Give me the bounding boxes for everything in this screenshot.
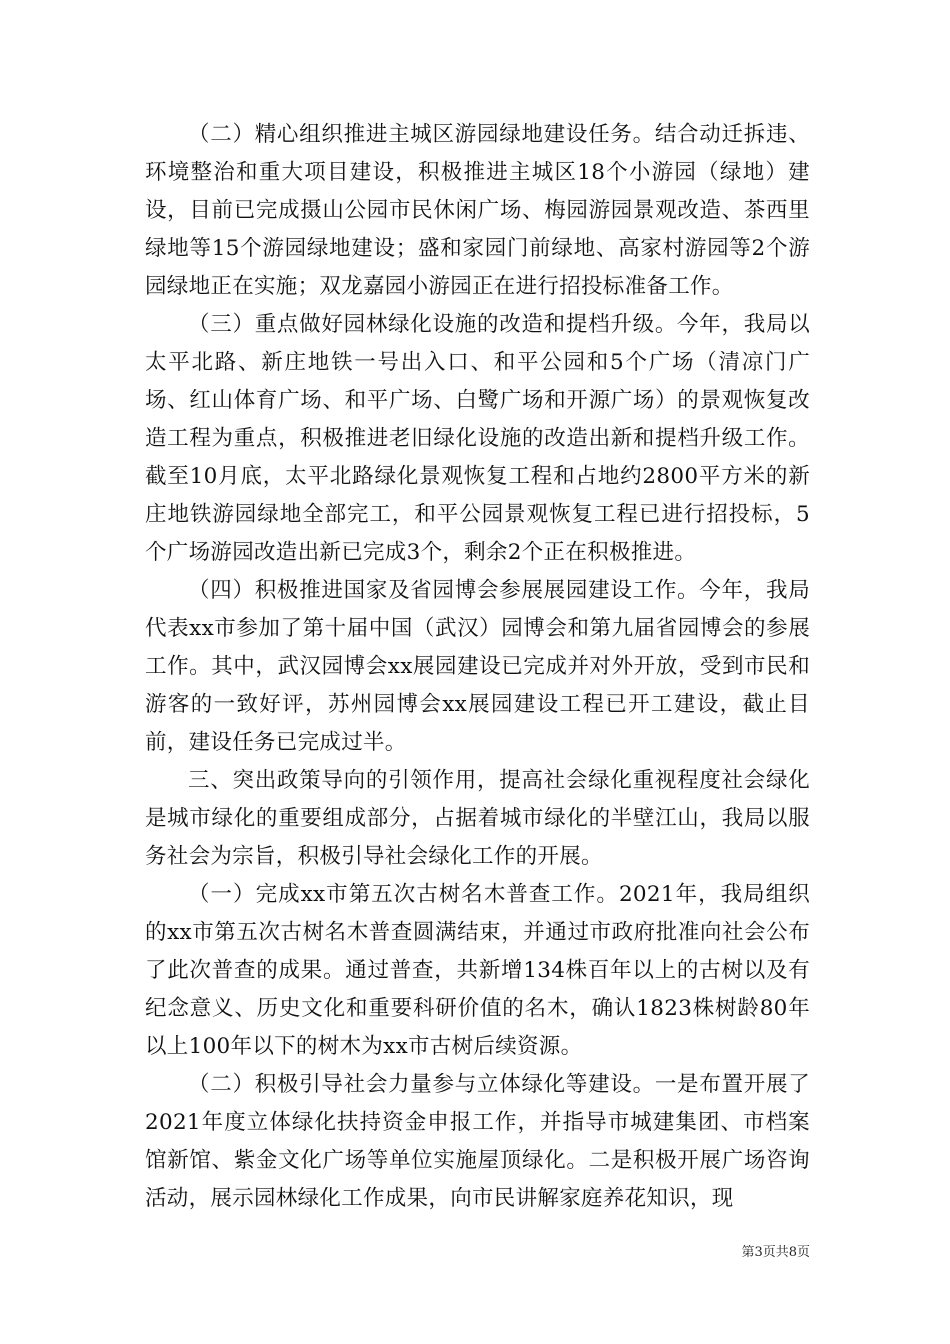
paragraph-ancient-tree-survey: （一）完成xx市第五次古树名木普查工作。2021年，我局组织的xx市第五次古树名木普查圆满结束，并通过市政府批准向社会公布了此次普查的成果。通过普查，共新增134株百年以上的古树以及有纪念意义、历史文化和重要科研价值的名木，确认1823株树龄80年以上100年以下的树木为xx市古树后续资源。 bbox=[145, 882, 810, 1059]
paragraph-garden-expo: （四）积极推进国家及省园博会参展展园建设工作。今年，我局代表xx市参加了第十届中国（武汉）园博会和第九届省园博会的参展工作。其中，武汉园博会xx展园建设已完成并对外开放，受到市民和游客的一致好评，苏州园博会xx展园建设工程已开工建设，截止目前，建设任务已完成过半。 bbox=[145, 578, 810, 755]
paragraph-park-green-space-construction: （二）精心组织推进主城区游园绿地建设任务。结合动迁拆违、环境整治和重大项目建设，积极推进主城区18个小游园（绿地）建设，目前已完成摄山公园市民休闲广场、梅园游园景观改造、茶西里绿地等15个游园绿地建设；盛和家园门前绿地、高家村游园等2个游园绿地正在实施；双龙嘉园小游园正在进行招投标准备工作。 bbox=[145, 122, 810, 299]
document-body bbox=[145, 116, 810, 1218]
page-number-footer: 第3页共8页 bbox=[741, 1245, 810, 1260]
paragraph-vertical-greening: （二）积极引导社会力量参与立体绿化等建设。一是布置开展了2021年度立体绿化扶持资金申报工作，并指导市城建集团、市档案馆新馆、紫金文化广场等单位实施屋顶绿化。二是积极开展广场咨询活动，展示园林绿化工作成果，向市民讲解家庭养花知识，现 bbox=[145, 1072, 810, 1211]
paragraph-facility-renovation: （三）重点做好园林绿化设施的改造和提档升级。今年，我局以太平北路、新庄地铁一号出入口、和平公园和5个广场（清凉门广场、红山体育广场、和平广场、白鹭广场和开源广场）的景观恢复改造工程为重点，积极推进老旧绿化设施的改造出新和提档升级工作。截至10月底，太平北路绿化景观恢复工程和占地约2800平方米的新庄地铁游园绿地全部完工，和平公园景观恢复工程已进行招投标，5个广场游园改造出新已完成3个，剩余2个正在积极推进。 bbox=[145, 312, 810, 565]
paragraph-section-three-heading: 三、突出政策导向的引领作用，提高社会绿化重视程度社会绿化是城市绿化的重要组成部分，占据着城市绿化的半壁江山，我局以服务社会为宗旨，积极引导社会绿化工作的开展。 bbox=[145, 768, 810, 869]
